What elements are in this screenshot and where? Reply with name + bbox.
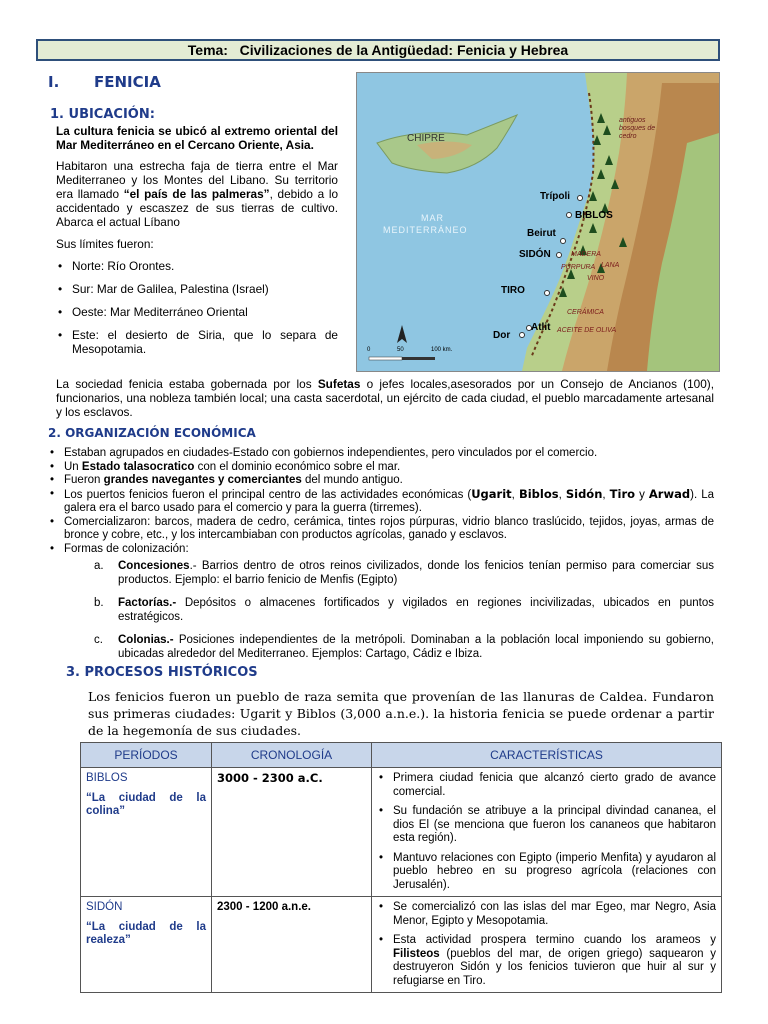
- limits-intro: Sus límites fueron:: [56, 237, 154, 251]
- b4-biblos: Biblos: [518, 486, 559, 501]
- table-header-row: [81, 743, 722, 768]
- economia-item: [48, 488, 714, 516]
- form-item: [94, 634, 714, 661]
- topic-title-bar: [36, 39, 720, 61]
- form-desc: Posiciones independientes de la metrópoli. Dominaban a la población local imponiendo su gobierno, ubicadas alrededor del Mediterraneo. Ejemplos: Cartago, Cádiz e Ibiza.: [118, 634, 714, 660]
- item-filisteos: Filisteos: [393, 947, 440, 960]
- period-cell: [81, 768, 212, 897]
- limits-list: [56, 259, 338, 356]
- ubicacion-block: [56, 124, 338, 356]
- ubicacion-paragraph: [56, 159, 338, 229]
- society-a: La sociedad fenicia estaba gobernada por los: [56, 377, 318, 391]
- label-sidon: SIDÓN: [519, 249, 551, 260]
- header-periodos: PERÍODOS: [81, 743, 212, 768]
- label-vino: VINO: [587, 275, 605, 282]
- period-name: BIBLOS: [86, 772, 128, 784]
- label-tiro: TIRO: [501, 285, 525, 296]
- form-term: Factorías.-: [118, 597, 177, 609]
- characteristics-list: [377, 772, 716, 892]
- b2-c: con el dominio económico sobre el mar.: [194, 460, 401, 473]
- period-name: SIDÓN: [86, 901, 123, 913]
- label-beirut: Beirut: [527, 228, 556, 239]
- economia-item: • Formas de colonización:: [48, 543, 714, 557]
- form-desc: .- Barrios dentro de otros reinos civilizados, donde los fenicios tenían permiso para comerciar sus productos. Ejemplo: el barrio fenicio de Menfis (Egipto): [118, 560, 714, 586]
- table-row: [81, 768, 722, 897]
- economia-item: • Estaban agrupados en ciudades-Estado con gobiernos independientes, pero vinculados por el comercio.: [48, 447, 714, 461]
- procesos-intro: Los fenicios fueron un pueblo de raza semita que provenían de las llanuras de Caldea. Fundaron sus primeras ciudades: Ugarit y Biblos (3,000 a.n.e.). la historia fenicia se puede ordenar a partir de la hegemonía de sus ciudades.: [88, 689, 714, 738]
- label-ceramica: CERÁMICA: [567, 309, 604, 316]
- p1-c: , debido a lo accidentado y escaszez de sus tierras de cultivo. Abarca el actual Líbano: [56, 187, 339, 229]
- form-letter: b.: [94, 597, 104, 609]
- scale-50: 50: [397, 347, 404, 353]
- b4-k: ). La galera era el barco usado para el comercio y para la guerra (tirremes).: [64, 488, 714, 514]
- b3-a: Fueron: [64, 474, 104, 486]
- label-aceite: ACEITE DE OLIVA: [557, 327, 617, 334]
- chron-cell: [212, 768, 372, 897]
- form-letter: c.: [94, 634, 103, 646]
- label-bosques: antiguos bosques de cedro: [619, 117, 656, 140]
- economia-list: [48, 447, 714, 556]
- limit-item: • Norte: Río Orontes.: [56, 259, 338, 273]
- phoenicia-map: [356, 72, 720, 372]
- scale-0: 0: [367, 347, 371, 353]
- table-row: [81, 897, 722, 993]
- economia-heading: 2. ORGANIZACIÓN ECONÓMICA: [48, 426, 256, 440]
- ubicacion-heading: 1. UBICACIÓN:: [50, 107, 155, 122]
- b4-e: ,: [558, 488, 566, 501]
- economia-item: [48, 461, 714, 475]
- b4-sidon: Sidón: [565, 486, 603, 501]
- characteristic-item: [377, 934, 716, 988]
- section-number: I.: [48, 73, 60, 91]
- chron-cell: [212, 897, 372, 993]
- label-mar: MAR: [421, 213, 444, 223]
- b4-arwad: Arwad: [648, 486, 691, 501]
- b3-b: grandes navegantes y comerciantes: [103, 474, 302, 486]
- b2-a: Un: [64, 460, 82, 473]
- form-letter: a.: [94, 560, 104, 572]
- label-biblos: BIBLOS: [575, 210, 613, 221]
- label-atlit: Atlit: [531, 322, 551, 333]
- label-lana: LANA: [601, 262, 620, 269]
- form-item: [94, 560, 714, 587]
- form-text: [118, 560, 714, 587]
- characteristic-item: • Mantuvo relaciones con Egipto (imperio Menfita) y ayudaron al pueblo hebreo en su progreso agrícola (relaciones con Jerusalén).: [377, 852, 716, 893]
- history-table: [80, 742, 722, 993]
- b4-g: ,: [602, 488, 610, 501]
- economia-item: [48, 474, 714, 488]
- header-cronologia: CRONOLOGÍA: [212, 743, 372, 768]
- chron-value: 3000 - 2300 a.C.: [217, 771, 323, 785]
- item-part-c: destruyeron Sidón y los fenicios tuvieron que huir al sur y refugiarse en Tiro.: [393, 961, 716, 987]
- p1-b: “el país de las palmeras”: [123, 187, 270, 201]
- b4-tiro: Tiro: [609, 486, 636, 501]
- label-mediterraneo: MEDITERRÁNEO: [383, 225, 468, 235]
- scale-100: 100 km.: [431, 347, 453, 353]
- section-fenicia-heading: [48, 73, 161, 91]
- b4-a: Los puertos fenicios fueron el principal centro de las actividades económicas (: [64, 488, 472, 501]
- period-nickname: “La ciudad de la realeza”: [86, 920, 206, 946]
- society-b: Sufetas: [317, 377, 361, 391]
- ubicacion-lead: La cultura fenicia se ubicó al extremo oriental del Mar Mediterráneo en el Cercano Oriente, Asia.: [56, 124, 338, 152]
- label-tripoli: Trípoli: [540, 191, 570, 202]
- form-term: Concesiones: [118, 560, 190, 572]
- tema-label: Tema:: [187, 42, 228, 58]
- form-text: [118, 634, 714, 661]
- characteristic-item: • Su fundación se atribuye a la principal divindad cananea, el dios El (se menciona que fueron los cananeos que habitaron esta región).: [377, 805, 716, 846]
- society-c: o jefes locales,asesorados por un Consejo de Ancianos (100), funcionarios, una nobleza también local; una casta sacerdotal, un ejército de cada ciudad, el pueblo marcadamente artesanal y los esclavos.: [56, 377, 714, 419]
- limit-item: • Oeste: Mar Mediterráneo Oriental: [56, 305, 338, 319]
- b4-c: ,: [511, 488, 519, 501]
- b4-ugarit: Ugarit: [471, 486, 512, 501]
- society-paragraph: [56, 377, 714, 419]
- header-caracteristicas: CARACTERÍSTICAS: [372, 743, 722, 768]
- section-title: FENICIA: [94, 73, 161, 91]
- characteristics-cell: [372, 897, 722, 993]
- period-cell: [81, 897, 212, 993]
- b3-c: del mundo antiguo.: [301, 474, 403, 486]
- period-nickname: “La ciudad de la colina”: [86, 791, 206, 817]
- b2-b: Estado talasocratico: [81, 460, 195, 473]
- item-part-b: (pueblos del mar, de origen griego) saquearon y: [439, 947, 716, 960]
- label-purpura: PÚRPURA: [561, 264, 596, 271]
- form-term: Colonias.-: [118, 634, 174, 646]
- b4-i: y: [635, 488, 649, 501]
- characteristic-item: • Primera ciudad fenicia que alcanzó cierto grado de avance comercial.: [377, 772, 716, 799]
- topic-title: Civilizaciones de la Antigüedad: Fenicia y Hebrea: [239, 42, 569, 58]
- limit-item: • Este: el desierto de Siria, que lo separa de Mesopotamia.: [56, 328, 338, 356]
- characteristic-item: • Se comercializó con las islas del mar Egeo, mar Negro, Asia Menor, Egipto y Mesopotamia.: [377, 901, 716, 928]
- p1-a: Habitaron una estrecha faja de tierra entre el Mar Mediterraneo y los Montes del Libano. Su territorio era llamado: [56, 159, 338, 201]
- colonization-forms: [94, 560, 714, 661]
- chron-value: 2300 - 1200 a.n.e.: [217, 901, 311, 913]
- form-text: [118, 597, 714, 624]
- economia-item: • Comercializaron: barcos, madera de cedro, cerámica, tintes rojos púrpuras, vidrio blanco traslúcido, tejidos, joyas, armas de bronce y cobre, etc., y los intercambiaban con productos agrícolas, ganado y esclavos.: [48, 516, 714, 543]
- characteristics-cell: [372, 768, 722, 897]
- form-desc: Depósitos o almacenes fortificados y vigilados en regiones incivilizadas, ubicados en puntos estratégicos.: [118, 597, 714, 623]
- label-madera: MADERA: [571, 251, 601, 258]
- limit-item: • Sur: Mar de Galilea, Palestina (Israel): [56, 282, 338, 296]
- procesos-heading: 3. PROCESOS HISTÓRICOS: [66, 665, 258, 680]
- form-item: [94, 597, 714, 624]
- label-chipre: CHIPRE: [407, 133, 445, 144]
- characteristics-list: [377, 901, 716, 988]
- label-dor: Dor: [493, 330, 511, 341]
- item-part-a: Esta actividad prospera termino cuando los arameos y: [393, 934, 716, 946]
